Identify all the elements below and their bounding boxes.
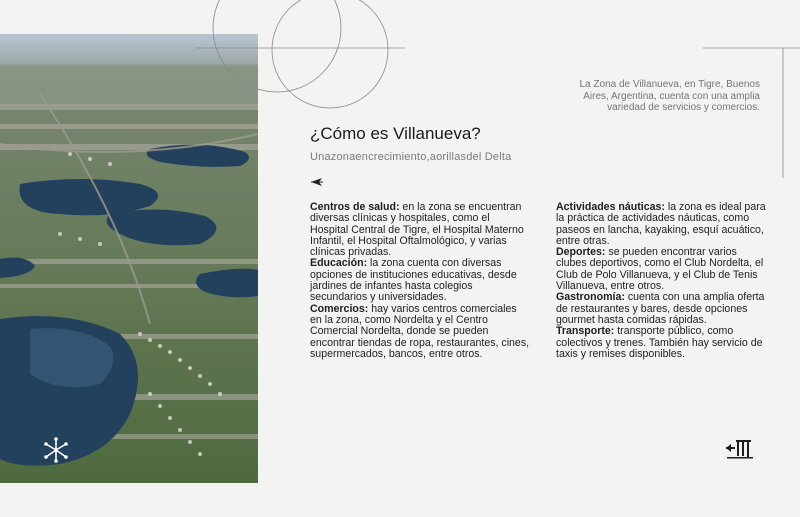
service-text: cuenta con una amplia oferta de restaurantes y bares, desde opciones gourmet hasta comidas rápidas. (556, 291, 765, 326)
service-text: la zona cuenta con diversas opciones de instituciones educativas, desde jardines de infantes hasta colegios secundarios y universidades. (310, 257, 517, 304)
service-text: se pueden encontrar varios clubes deportivos, como el Club Nordelta, el Club de Polo Villanueva, y el Club de Tenis Villanueva, entre otros. (556, 246, 764, 293)
services-left-column (310, 202, 530, 360)
service-label: Deportes: (556, 246, 606, 259)
service-text: transporte público, como colectivos y trenes. También hay servicio de taxis y remises disponibles. (556, 325, 763, 360)
brand-mark-icon (724, 438, 754, 465)
service-text: la zona es ideal para la práctica de actividades náuticas, como paseos en lancha, kayaking, esquí acuático, entre otras. (556, 201, 766, 247)
service-item (556, 292, 768, 326)
service-text: en la zona se encuentran diversas clínicas y hospitales, como el Hospital Central de Tigre, el Hospital Materno Infantil, el Hospital Oftalmológico, y varias clínicas privadas. (310, 201, 524, 259)
services-right-column (556, 202, 768, 360)
page-title: ¿Cómo es Villanueva? (310, 124, 481, 143)
service-item (556, 202, 768, 247)
service-item (310, 258, 530, 303)
service-text: hay varios centros comerciales en la zona, como Nordelta y el Centro Comercial Nordelta, donde se pueden encontrar tiendas de ropa, restaurantes, cines, supermercados, bancos, entre otros. (310, 302, 530, 360)
service-item (310, 202, 530, 258)
service-item (556, 247, 768, 292)
service-label: Actividades náuticas: (556, 201, 665, 213)
service-item (310, 304, 530, 360)
page-subtitle: Unazonaencrecimiento,aorillasdel Delta (310, 151, 512, 163)
arrow-icon (310, 174, 324, 192)
service-label: Centros de salud: (310, 201, 400, 213)
service-label: Transporte: (556, 325, 615, 338)
aerial-photo (0, 34, 258, 483)
service-label: Comercios: (310, 302, 369, 315)
intro-text: La Zona de Villanueva, en Tigre, Buenos Aires, Argentina, cuenta con una amplia variedad de servicios y comercios. (579, 79, 760, 113)
flower-logo-icon (42, 437, 70, 468)
service-label: Educación: (310, 257, 368, 270)
service-label: Gastronomía: (556, 291, 625, 304)
service-item (556, 326, 768, 360)
